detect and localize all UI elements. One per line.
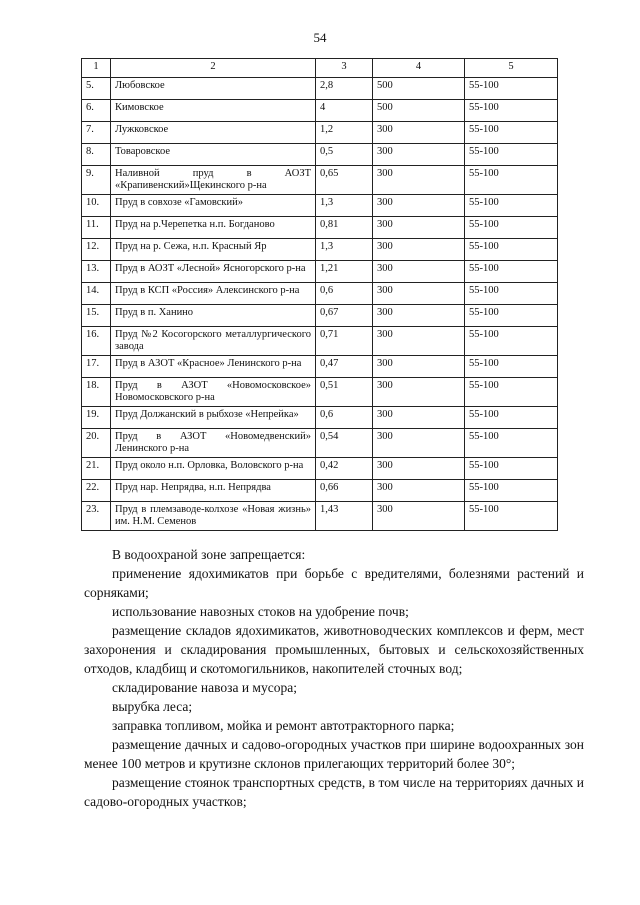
water-body-name: Пруд в племзаводе-колхозе «Новая жизнь» им. Н.М. Семенов: [111, 502, 316, 531]
range-value: 55-100: [465, 305, 558, 327]
water-bodies-table: [81, 58, 558, 531]
zone-width-value: 300: [373, 502, 465, 531]
prohibitions-text: [84, 545, 584, 811]
header-col-5: 5: [465, 59, 558, 78]
row-number: 10.: [82, 195, 111, 217]
water-body-name: Пруд в совхозе «Гамовский»: [111, 195, 316, 217]
zone-width-value: 300: [373, 261, 465, 283]
zone-width-value: 300: [373, 239, 465, 261]
zone-width-value: 300: [373, 378, 465, 407]
zone-width-value: 300: [373, 195, 465, 217]
table-row: [82, 458, 558, 480]
zone-width-value: 300: [373, 166, 465, 195]
water-body-name: Пруд на р. Сежа, н.п. Красный Яр: [111, 239, 316, 261]
water-body-name: Товаровское: [111, 144, 316, 166]
water-body-name: Пруд №2 Косогорского металлургического завода: [111, 327, 316, 356]
range-value: 55-100: [465, 78, 558, 100]
area-value: 0,47: [316, 356, 373, 378]
area-value: 1,43: [316, 502, 373, 531]
row-number: 14.: [82, 283, 111, 305]
table-row: [82, 305, 558, 327]
area-value: 1,3: [316, 195, 373, 217]
range-value: 55-100: [465, 407, 558, 429]
area-value: 4: [316, 100, 373, 122]
table-row: [82, 378, 558, 407]
header-col-1: 1: [82, 59, 111, 78]
area-value: 0,66: [316, 480, 373, 502]
row-number: 6.: [82, 100, 111, 122]
range-value: 55-100: [465, 502, 558, 531]
prohibitions-intro: В водоохраной зоне запрещается:: [112, 547, 306, 562]
area-value: 1,2: [316, 122, 373, 144]
range-value: 55-100: [465, 239, 558, 261]
water-body-name: Пруд в АЗОТ «Новомедвенский» Ленинского р-на: [111, 429, 316, 458]
zone-width-value: 300: [373, 429, 465, 458]
area-value: 0,42: [316, 458, 373, 480]
zone-width-value: 300: [373, 356, 465, 378]
table-row: [82, 239, 558, 261]
row-number: 22.: [82, 480, 111, 502]
table-row: [82, 429, 558, 458]
table-row: [82, 78, 558, 100]
prohibition-item: вырубка леса;: [112, 699, 193, 714]
row-number: 21.: [82, 458, 111, 480]
zone-width-value: 300: [373, 217, 465, 239]
row-number: 13.: [82, 261, 111, 283]
table-row: [82, 144, 558, 166]
prohibition-item: размещение складов ядохимикатов, животноводческих комплексов и ферм, мест захоронения и складирования промышленных, бытовых и сельскохозяйственных отходов, кладбищ и скотомогильников, накопителей сточных вод;: [84, 623, 584, 676]
row-number: 15.: [82, 305, 111, 327]
zone-width-value: 300: [373, 283, 465, 305]
area-value: 0,67: [316, 305, 373, 327]
table-row: [82, 166, 558, 195]
row-number: 11.: [82, 217, 111, 239]
zone-width-value: 300: [373, 122, 465, 144]
prohibition-item: размещение стоянок транспортных средств, в том числе на территориях дачных и садово-огородных участков;: [84, 775, 584, 809]
water-body-name: Любовское: [111, 78, 316, 100]
table-row: [82, 217, 558, 239]
area-value: 0,81: [316, 217, 373, 239]
area-value: 0,6: [316, 283, 373, 305]
table-row: [82, 502, 558, 531]
range-value: 55-100: [465, 122, 558, 144]
row-number: 12.: [82, 239, 111, 261]
table-row: [82, 327, 558, 356]
table-row: [82, 122, 558, 144]
area-value: 0,51: [316, 378, 373, 407]
range-value: 55-100: [465, 429, 558, 458]
range-value: 55-100: [465, 378, 558, 407]
water-body-name: Пруд в АЗОТ «Новомосковское» Новомосковского р-на: [111, 378, 316, 407]
range-value: 55-100: [465, 458, 558, 480]
zone-width-value: 300: [373, 305, 465, 327]
header-col-4: 4: [373, 59, 465, 78]
table-body: [82, 78, 558, 531]
table-header-row: [82, 59, 558, 78]
row-number: 8.: [82, 144, 111, 166]
row-number: 17.: [82, 356, 111, 378]
range-value: 55-100: [465, 144, 558, 166]
row-number: 23.: [82, 502, 111, 531]
row-number: 18.: [82, 378, 111, 407]
zone-width-value: 500: [373, 78, 465, 100]
area-value: 0,71: [316, 327, 373, 356]
range-value: 55-100: [465, 166, 558, 195]
header-col-3: 3: [316, 59, 373, 78]
water-body-name: Пруд нар. Непрядва, н.п. Непрядва: [111, 480, 316, 502]
area-value: 0,65: [316, 166, 373, 195]
table-row: [82, 283, 558, 305]
water-body-name: Наливной пруд в АОЗТ «Крапивенский»Щекинского р-на: [111, 166, 316, 195]
zone-width-value: 300: [373, 480, 465, 502]
table-row: [82, 356, 558, 378]
water-body-name: Пруд в п. Ханино: [111, 305, 316, 327]
range-value: 55-100: [465, 217, 558, 239]
row-number: 7.: [82, 122, 111, 144]
prohibition-item: складирование навоза и мусора;: [112, 680, 297, 695]
page-number: 54: [313, 30, 327, 45]
range-value: 55-100: [465, 356, 558, 378]
area-value: 0,6: [316, 407, 373, 429]
zone-width-value: 300: [373, 458, 465, 480]
range-value: 55-100: [465, 100, 558, 122]
row-number: 16.: [82, 327, 111, 356]
area-value: 1,21: [316, 261, 373, 283]
area-value: 1,3: [316, 239, 373, 261]
zone-width-value: 300: [373, 144, 465, 166]
prohibition-item: заправка топливом, мойка и ремонт автотракторного парка;: [112, 718, 455, 733]
range-value: 55-100: [465, 480, 558, 502]
range-value: 55-100: [465, 327, 558, 356]
area-value: 2,8: [316, 78, 373, 100]
table-row: [82, 261, 558, 283]
row-number: 5.: [82, 78, 111, 100]
range-value: 55-100: [465, 283, 558, 305]
table-row: [82, 195, 558, 217]
table-row: [82, 100, 558, 122]
zone-width-value: 300: [373, 407, 465, 429]
water-body-name: Лужковское: [111, 122, 316, 144]
zone-width-value: 500: [373, 100, 465, 122]
row-number: 19.: [82, 407, 111, 429]
area-value: 0,5: [316, 144, 373, 166]
water-body-name: Пруд в АОЗТ «Лесной» Ясногорского р-на: [111, 261, 316, 283]
table-row: [82, 480, 558, 502]
range-value: 55-100: [465, 195, 558, 217]
area-value: 0,54: [316, 429, 373, 458]
water-body-name: Пруд на р.Черепетка н.п. Богданово: [111, 217, 316, 239]
water-body-name: Кимовское: [111, 100, 316, 122]
water-body-name: Пруд Должанский в рыбхозе «Непрейка»: [111, 407, 316, 429]
prohibition-item: размещение дачных и садово-огородных участков при ширине водоохранных зон менее 100 метров и крутизне склонов прилегающих территорий более 30°;: [84, 737, 584, 771]
prohibition-item: использование навозных стоков на удобрение почв;: [112, 604, 409, 619]
row-number: 9.: [82, 166, 111, 195]
row-number: 20.: [82, 429, 111, 458]
water-body-name: Пруд в АЗОТ «Красное» Ленинского р-на: [111, 356, 316, 378]
zone-width-value: 300: [373, 327, 465, 356]
prohibition-item: применение ядохимикатов при борьбе с вредителями, болезнями растений и сорняками;: [84, 566, 584, 600]
water-body-name: Пруд около н.п. Орловка, Воловского р-на: [111, 458, 316, 480]
header-col-2: 2: [111, 59, 316, 78]
range-value: 55-100: [465, 261, 558, 283]
water-body-name: Пруд в КСП «Россия» Алексинского р-на: [111, 283, 316, 305]
table-row: [82, 407, 558, 429]
